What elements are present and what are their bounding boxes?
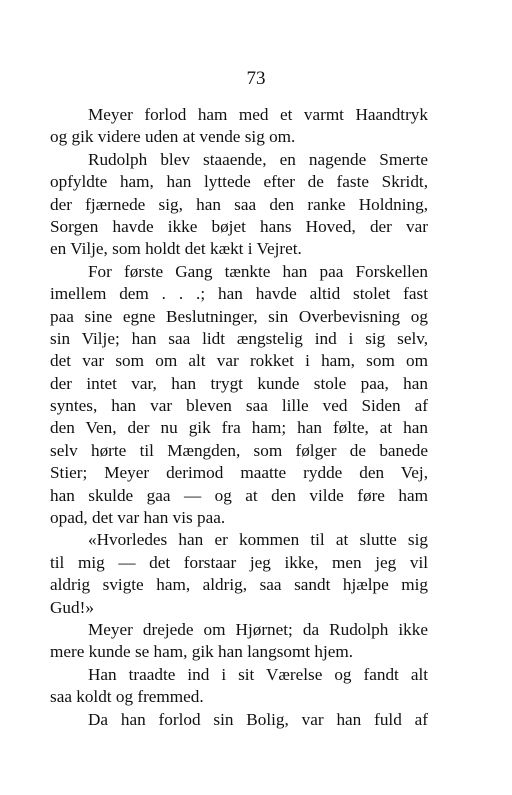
text-line: mere kunde se ham, gik han langsomt hjem.: [50, 642, 354, 662]
text-line: Meyer drejede om Hjørnet; da Rudolph ikke: [88, 619, 428, 639]
text-line: selv hørte til Mængden, som følger de banede: [50, 440, 428, 460]
text-line: der intet var, han trygt kunde stole paa, han: [50, 373, 428, 393]
text-line: Da han forlod sin Bolig, var han fuld af: [88, 709, 428, 729]
text-line: opfyldte ham, han lyttede efter de faste Skridt,: [50, 172, 428, 192]
body-text: [50, 104, 428, 731]
text-line: Han traadte ind i sit Værelse og fandt alt: [88, 664, 428, 684]
text-line: Rudolph blev staaende, en nagende Smerte: [88, 149, 428, 169]
text-line: og gik videre uden at vende sig om.: [50, 127, 296, 147]
text-line: Sorgen havde ikke bøjet hans Hoved, der var: [50, 216, 428, 236]
text-line: til mig — det forstaar jeg ikke, men jeg vil: [50, 552, 428, 572]
text-line: Gud!»: [50, 597, 94, 617]
text-line: opad, det var han vis paa.: [50, 508, 226, 528]
text-line: sin Vilje; han saa lidt ængstelig ind i sig selv,: [50, 328, 428, 348]
text-line: imellem dem . . .; han havde altid stolet fast: [50, 284, 428, 304]
text-line: For første Gang tænkte han paa Forskellen: [88, 261, 428, 281]
text-line: saa koldt og fremmed.: [50, 687, 204, 707]
text-line: Meyer forlod ham med et varmt Haandtryk: [88, 105, 428, 124]
text-line: Stier; Meyer derimod maatte rydde den Vej,: [50, 463, 428, 483]
page-number: 73: [246, 68, 266, 89]
text-line: syntes, han var bleven saa lille ved Siden af: [50, 396, 428, 416]
text-line: det var som om alt var rokket i ham, som om: [50, 351, 428, 371]
text-line: aldrig svigte ham, aldrig, saa sandt hjælpe mig: [50, 575, 428, 595]
text-line: der fjærnede sig, han saa den ranke Holdning,: [50, 194, 428, 214]
text-line: han skulde gaa — og at den vilde føre ham: [50, 485, 428, 505]
text-line: «Hvorledes han er kommen til at slutte sig: [88, 530, 428, 550]
text-line: paa sine egne Beslutninger, sin Overbevisning og: [50, 306, 428, 326]
text-line: en Vilje, som holdt det kækt i Vejret.: [50, 239, 302, 259]
text-line: den Ven, der nu gik fra ham; han følte, at han: [50, 418, 428, 438]
